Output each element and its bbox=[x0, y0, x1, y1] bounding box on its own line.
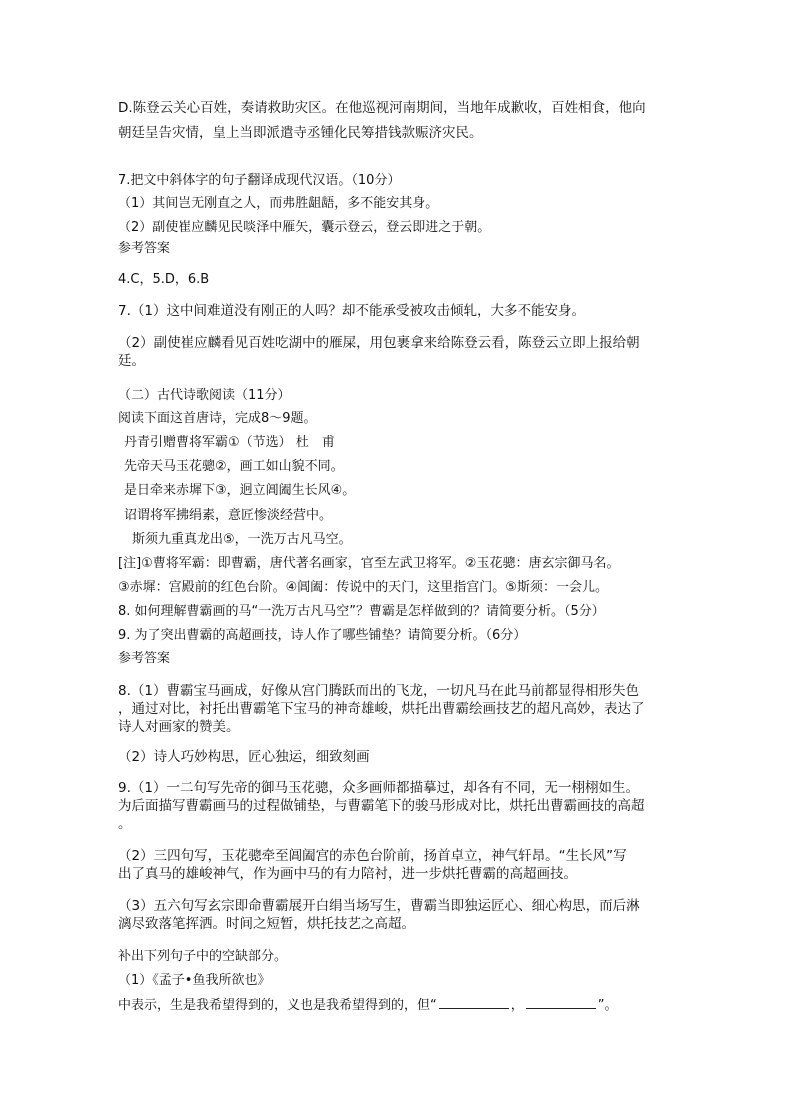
answer-7-2-line-1: （2）副使崔应麟看见百姓吃湖中的雁屎，用包裹拿来给陈登云看，陈登云立即上报给朝 bbox=[118, 335, 640, 351]
poem-verse-1: 先帝天马玉花骢②，画工如山貌不同。 bbox=[124, 459, 344, 474]
poem-title: 丹青引赠曹将军霸①（节选） 杜 甫 bbox=[124, 435, 335, 450]
fill-blank-item-1-sentence bbox=[118, 996, 618, 1015]
answer-9-1-line-1: 9.（1）一二句写先帝的御马玉花骢，众多画师都描摹过，却各有不同，无一栩栩如生。 bbox=[118, 780, 639, 796]
blank-1[interactable] bbox=[439, 996, 509, 1009]
reference-answer-heading-2: 参考答案 bbox=[118, 651, 171, 666]
poem-note-line-2: ③赤墀：宫殿前的红色台阶。④阊阖：传说中的天门，这里指宫门。⑤斯须：一会儿。 bbox=[118, 580, 608, 595]
answer-9-1-line-3: 。 bbox=[118, 816, 132, 832]
blank-2[interactable] bbox=[526, 996, 596, 1009]
option-d-line-1: D.陈登云关心百姓，奏请救助灾区。在他巡视河南期间，当地年成歉收，百姓相食，他向 bbox=[118, 100, 646, 116]
answer-8-2: （2）诗人巧妙构思，匠心独运，细致刻画 bbox=[118, 749, 370, 765]
fill-blank-separator: ， bbox=[510, 998, 524, 1013]
question-7-sentence-2: （2）副使崔应麟见民啖泽中雁矢，囊示登云，登云即进之于朝。 bbox=[118, 220, 491, 235]
poem-note-line-1: [注]①曹将军霸：即曹霸，唐代著名画家，官至左武卫将军。②玉花骢：唐玄宗御马名。 bbox=[118, 556, 620, 571]
option-d-line-2: 朝廷呈告灾情，皇上当即派遣寺丞锺化民筹措钱款赈济灾民。 bbox=[118, 125, 483, 141]
question-7-stem: 7.把文中斜体字的句子翻译成现代汉语。（10分） bbox=[118, 173, 401, 188]
question-7-sentence-1: （1）其间岂无刚直之人，而弗胜龃龉，多不能安其身。 bbox=[118, 196, 439, 211]
question-8: 8. 如何理解曹霸画的马“一洗万古凡马空”？曹霸是怎样做到的？请简要分析。（5分） bbox=[118, 604, 605, 619]
answers-4-6: 4.C，5.D，6.B bbox=[118, 272, 210, 287]
fill-blank-instruction: 补出下列句子中的空缺部分。 bbox=[118, 949, 288, 964]
question-9: 9. 为了突出曹霸的高超画技，诗人作了哪些铺垫？请简要分析。（6分） bbox=[118, 628, 527, 643]
poetry-instruction: 阅读下面这首唐诗，完成8～9题。 bbox=[118, 411, 317, 426]
answer-8-1-line-2: ，通过对比，衬托出曹霸笔下宝马的神奇雄峻，烘托出曹霸绘画技艺的超凡高妙，表达了 bbox=[118, 701, 645, 717]
answer-9-1-line-2: 为后面描写曹霸画马的过程做铺垫，与曹霸笔下的骏马形成对比，烘托出曹霸画技的高超 bbox=[118, 798, 645, 814]
poetry-section-heading: （二）古代诗歌阅读（11分） bbox=[118, 388, 291, 403]
answer-8-1-line-1: 8.（1）曹霸宝马画成，好像从宫门腾跃而出的飞龙，一切凡马在此马前都显得相形失色 bbox=[118, 683, 639, 699]
answer-9-3-line-2: 漓尽致落笔挥洒。时间之短暂，烘托技艺之高超。 bbox=[118, 916, 415, 932]
reference-answer-heading: 参考答案 bbox=[118, 241, 171, 256]
answer-7-2-line-2: 廷。 bbox=[118, 353, 145, 369]
answer-9-3-line-1: （3）五六句写玄宗即命曹霸展开白绢当场写生，曹霸当即独运匠心、细心构思，而后淋 bbox=[118, 898, 640, 914]
fill-blank-item-1-source: （1）《孟子•鱼我所欲也》 bbox=[118, 973, 271, 988]
poem-verse-2: 是日牵来赤墀下③，迥立阊阖生长风④。 bbox=[124, 483, 356, 498]
fill-blank-text: 中表示，生是我希望得到的，义也是我希望得到的，但“ bbox=[118, 998, 437, 1013]
answer-9-2-line-1: （2）三四句写，玉花骢牵至阊阖宫的赤色台阶前，扬首卓立，神气轩昂。“生长风”写 bbox=[118, 848, 627, 864]
answer-8-1-line-3: 诗人对画家的赞美。 bbox=[118, 719, 240, 735]
answer-7-1: 7.（1）这中间难道没有刚正的人吗？却不能承受被攻击倾轧，大多不能安身。 bbox=[118, 303, 585, 319]
poem-verse-4: 斯须九重真龙出⑤，一洗万古凡马空。 bbox=[132, 532, 352, 547]
poem-verse-3: 诏谓将军拂绢素，意匠惨淡经营中。 bbox=[124, 508, 333, 523]
fill-blank-end: ”。 bbox=[597, 998, 618, 1013]
answer-9-2-line-2: 出了真马的雄峻神气，作为画中马的有力陪衬，进一步烘托曹霸的高超画技。 bbox=[118, 866, 577, 882]
